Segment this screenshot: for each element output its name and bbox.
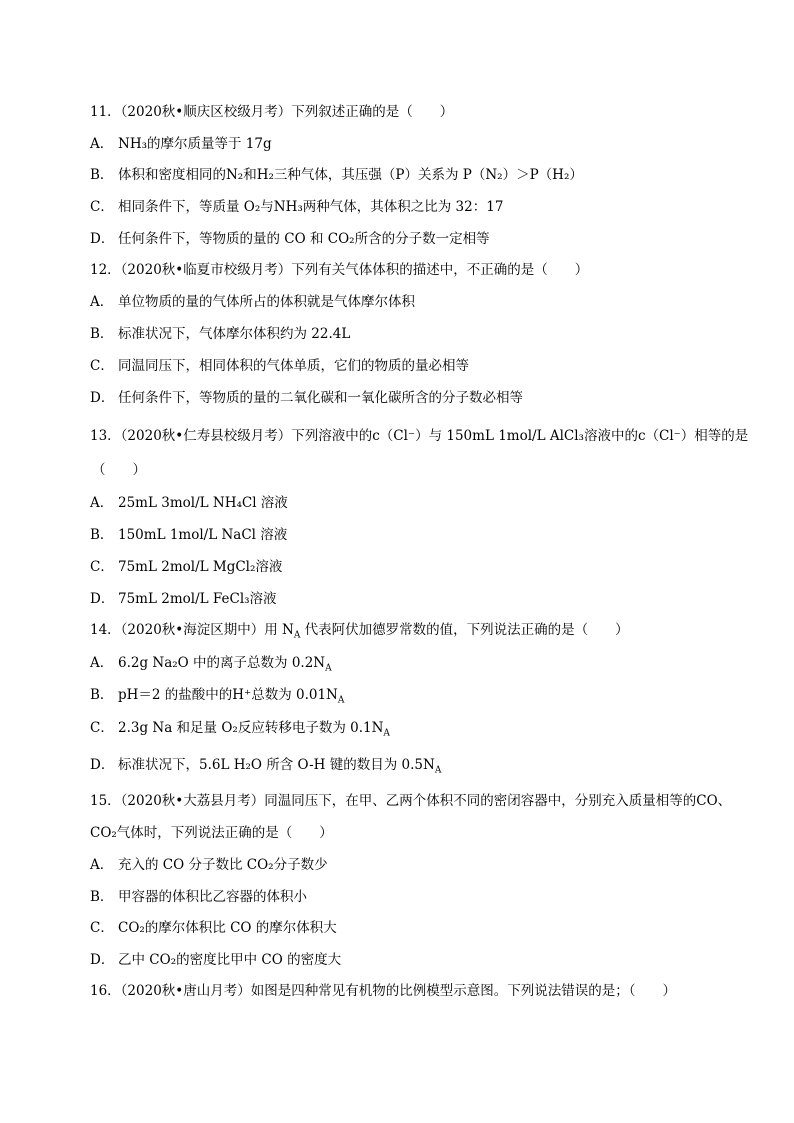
- option-letter: C．: [90, 920, 114, 936]
- question-11-option-b[interactable]: [90, 165, 730, 185]
- question-14-option-a[interactable]: [90, 653, 730, 673]
- question-14-option-d[interactable]: [90, 755, 730, 775]
- option-letter: C．: [90, 199, 114, 215]
- option-letter: A．: [90, 495, 114, 511]
- question-11-option-d[interactable]: [90, 229, 730, 249]
- option-letter: C．: [90, 720, 114, 736]
- question-12-option-c[interactable]: [90, 356, 730, 376]
- option-text: 任何条件下，等物质的量的 CO 和 CO₂所含的分子数一定相等: [118, 231, 490, 247]
- question-15-option-b[interactable]: [90, 887, 730, 907]
- question-12-stem: 12．（2020秋•临夏市校级月考）下列有关气体体积的描述中，不正确的是（ ）: [90, 262, 589, 278]
- option-text: 6.2g Na₂O 中的离子总数为 $0.2N_A$: [118, 655, 332, 674]
- option-letter: D．: [90, 591, 115, 607]
- question-13-stem-line-2: （ ）: [92, 462, 146, 478]
- option-letter: B．: [90, 687, 114, 703]
- question-15-option-a[interactable]: [90, 855, 730, 875]
- question-13-stem-line-1: 13．（2020秋•仁寿县校级月考）下列溶液中的c（Cl⁻）与 150mL 1mol/L AlCl₃溶液中的c（Cl⁻）相等的是: [90, 428, 749, 444]
- question-15-stem-line-1: 15．（2020秋•大荔县月考）同温同压下，在甲、乙两个体积不同的密闭容器中，分别充入质量相等的CO、: [90, 793, 732, 809]
- option-letter: B．: [90, 326, 114, 342]
- option-text: 75mL 2mol/L FeCl₃溶液: [118, 591, 277, 607]
- option-letter: C．: [90, 559, 114, 575]
- question-13-option-d[interactable]: [90, 589, 730, 609]
- option-text: 充入的 CO 分子数比 CO₂分子数少: [118, 857, 328, 873]
- question-16-stem: 16．（2020秋•唐山月考）如图是四种常见有机物的比例模型示意图。下列说法错误的是；（ ）: [90, 983, 676, 999]
- option-text: 同温同压下，相同体积的气体单质，它们的物质的量必相等: [118, 358, 469, 374]
- option-text: 标准状况下，5.6L H₂O 所含 O-H 键的数目为 $0.5N_A$: [118, 757, 442, 776]
- question-13-option-a[interactable]: [90, 493, 730, 513]
- option-text: 任何条件下，等物质的量的二氧化碳和一氧化碳所含的分子数必相等: [118, 390, 523, 406]
- question-14-stem: 14．（2020秋•海淀区期中）用 $N_A$ 代表阿伏加德罗常数的值，下列说法正确的是（ ）: [90, 622, 629, 641]
- question-11-option-a[interactable]: [90, 134, 730, 154]
- option-letter: B．: [90, 167, 114, 183]
- option-text: 体积和密度相同的N₂和H₂三种气体，其压强（P）关系为 P（N₂）＞P（H₂）: [118, 167, 583, 183]
- option-text: NH₃的摩尔质量等于 17g: [118, 136, 272, 152]
- option-letter: D．: [90, 231, 115, 247]
- option-text: 75mL 2mol/L MgCl₂溶液: [118, 559, 283, 575]
- option-text: 2.3g Na 和足量 O₂反应转移电子数为 $0.1N_A$: [118, 720, 390, 739]
- option-letter: D．: [90, 757, 115, 773]
- option-letter: B．: [90, 527, 114, 543]
- question-13-option-b[interactable]: [90, 525, 730, 545]
- option-letter: A．: [90, 655, 114, 671]
- option-text: 150mL 1mol/L NaCl 溶液: [118, 527, 288, 543]
- option-text: 25mL 3mol/L NH₄Cl 溶液: [118, 495, 288, 511]
- question-14-option-c[interactable]: [90, 718, 730, 738]
- question-11-option-c[interactable]: [90, 197, 730, 217]
- option-text: CO₂的摩尔体积比 CO 的摩尔体积大: [118, 920, 337, 936]
- option-letter: C．: [90, 358, 114, 374]
- question-12-option-b[interactable]: [90, 324, 730, 344]
- option-letter: B．: [90, 889, 114, 905]
- option-letter: A．: [90, 857, 114, 873]
- option-letter: D．: [90, 390, 115, 406]
- option-text: 单位物质的量的气体所占的体积就是气体摩尔体积: [118, 294, 415, 310]
- option-letter: A．: [90, 136, 114, 152]
- question-12-option-a[interactable]: [90, 292, 730, 312]
- option-letter: D．: [90, 952, 115, 968]
- option-text: 甲容器的体积比乙容器的体积小: [118, 889, 307, 905]
- option-letter: A．: [90, 294, 114, 310]
- option-text: 乙中 CO₂的密度比甲中 CO 的密度大: [118, 952, 342, 968]
- option-text: 标准状况下，气体摩尔体积约为 22.4L: [118, 326, 351, 342]
- question-15-stem-line-2: CO₂气体时，下列说法正确的是（ ）: [90, 825, 333, 841]
- question-15-option-d[interactable]: [90, 950, 730, 970]
- question-12-option-d[interactable]: [90, 388, 730, 408]
- question-14-option-b[interactable]: [90, 685, 730, 705]
- option-text: pH＝2 的盐酸中的H⁺总数为 $0.01N_A$: [118, 687, 345, 706]
- question-13-option-c[interactable]: [90, 557, 730, 577]
- question-11-stem: 11．（2020秋•顺庆区校级月考）下列叙述正确的是（ ）: [90, 104, 454, 120]
- option-text: 相同条件下，等质量 O₂与NH₃两种气体，其体积之比为 32：17: [118, 199, 504, 215]
- question-15-option-c[interactable]: [90, 918, 730, 938]
